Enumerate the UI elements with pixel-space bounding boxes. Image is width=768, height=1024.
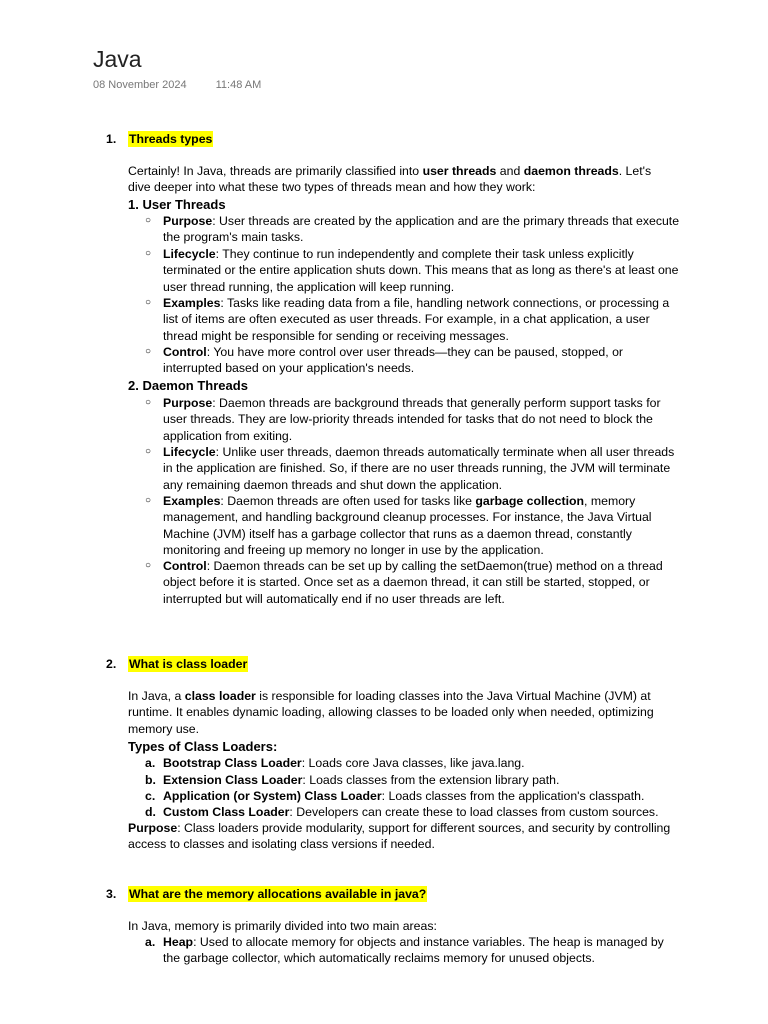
page-title: Java: [93, 46, 142, 72]
section-intro: In Java, a class loader is responsible for loading classes into the Java Virtual Machine (JVM) at runtime. It enables dynamic loading, allowing classes to be loaded only when needed, optimizing memory use.: [128, 689, 654, 736]
page-meta: [93, 77, 261, 93]
section-heading-threads-types: Threads types: [129, 132, 213, 146]
section-heading-class-loader: What is class loader: [129, 657, 248, 671]
bullet-icon: ○: [145, 346, 152, 357]
section-number: 1.: [106, 132, 117, 146]
bullet-icon: ○: [145, 446, 152, 457]
bullet-icon: ○: [145, 397, 152, 408]
page-time: 11:48 AM: [215, 79, 262, 91]
bullet-icon: ○: [145, 215, 152, 226]
subheading-types: Types of Class Loaders:: [128, 739, 278, 754]
bullet-icon: ○: [145, 495, 152, 506]
section-number: 3.: [106, 887, 117, 901]
page-date: 08 November 2024: [93, 79, 187, 91]
subheading-daemon-threads: 2. Daemon Threads: [128, 378, 248, 393]
section-number: 2.: [106, 657, 117, 671]
purpose-paragraph: Purpose: Class loaders provide modularity, support for different sources, and security by controlling access to classes and isolating class versions if needed.: [128, 821, 671, 852]
section-intro: Certainly! In Java, threads are primarily classified into user threads and daemon threads. Let's dive deeper into what these two types of threads mean and how they work:: [128, 164, 652, 195]
section-heading-memory: What are the memory allocations available in java?: [129, 887, 427, 901]
bullet-icon: ○: [145, 560, 152, 571]
bullet-icon: ○: [145, 297, 152, 308]
bullet-icon: ○: [145, 248, 152, 259]
section-intro: In Java, memory is primarily divided into two main areas:: [128, 919, 437, 933]
subheading-user-threads: 1. User Threads: [128, 197, 226, 212]
